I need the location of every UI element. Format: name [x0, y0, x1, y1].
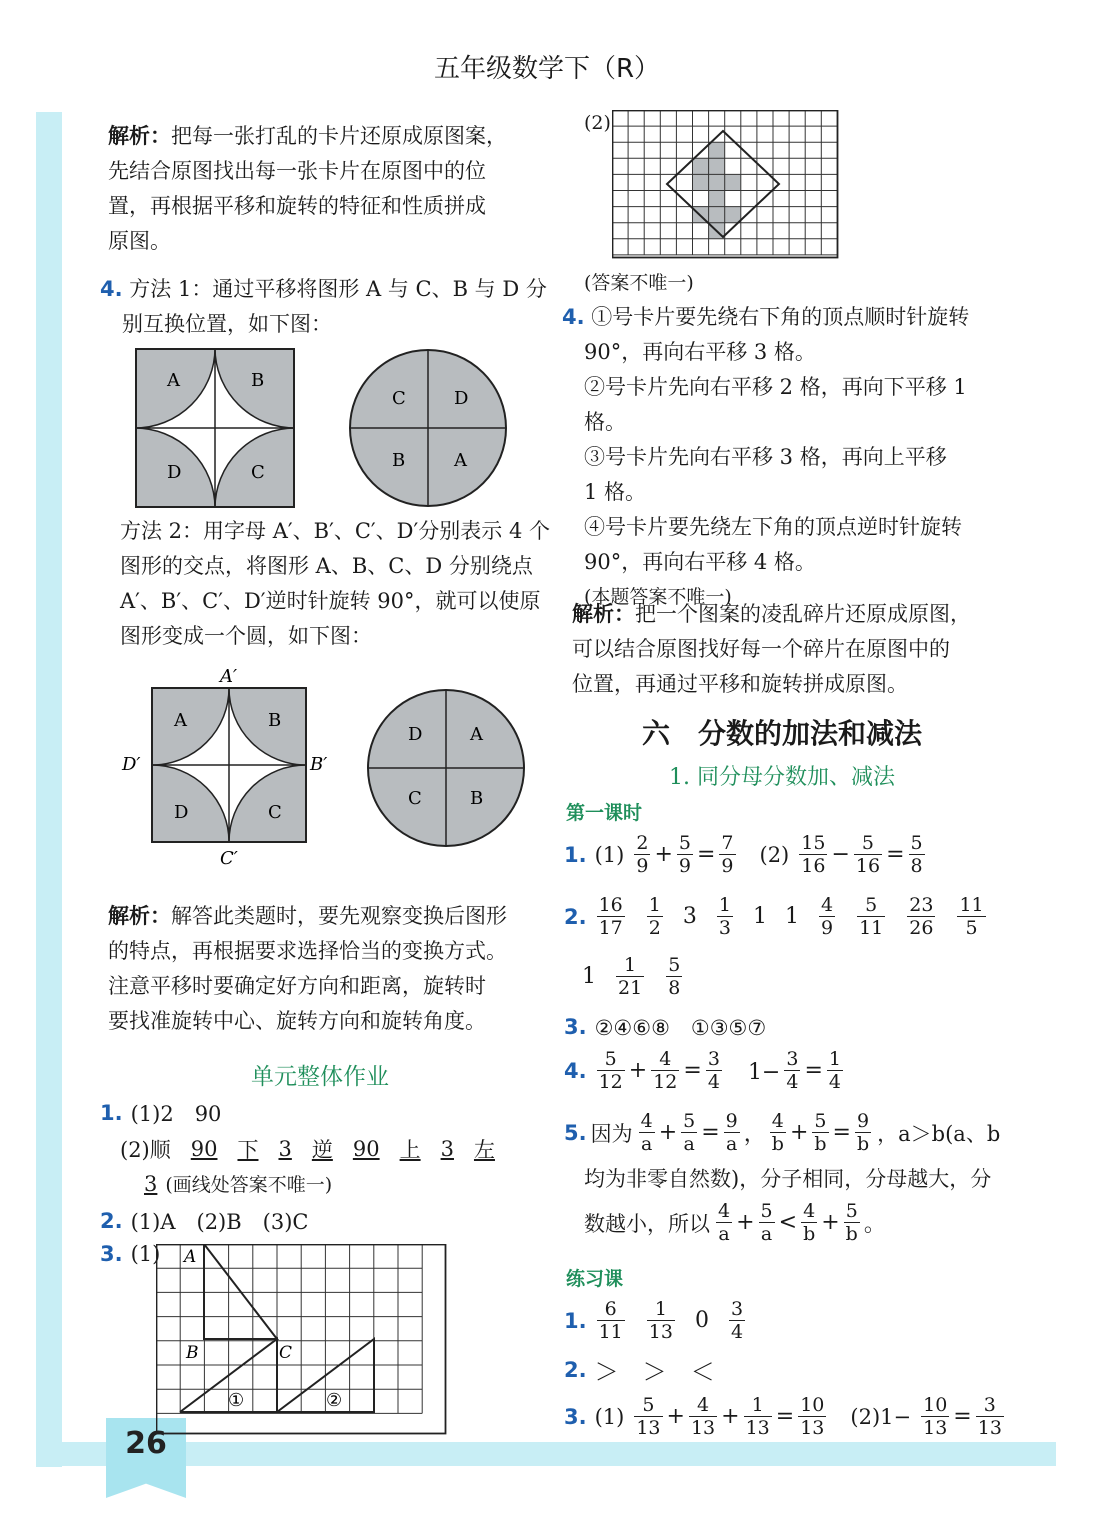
math-text: 1−: [725, 1060, 781, 1085]
right-q4: 4. ①号卡片要先绕右下角的顶点顺时针旋转 90°，再向右平移 3 格。 ②号卡片先向右平移 2 格，再向下平移 1 格。 ③号卡片先向右平移 3 格，再向上平移 1 格。 ④号卡片要先绕左下角的顶点逆时针旋转 90°，再向右平移 4 格。 (本题答案不唯一): [562, 305, 970, 608]
b2: 2. ＞ ＞ ＜: [564, 1357, 715, 1386]
math-text: 1: [752, 904, 767, 929]
grid1-label-2: ②: [326, 1390, 343, 1411]
fig1-ci-label: D: [454, 388, 469, 409]
math-text: =: [696, 842, 716, 867]
grid-q2: [612, 110, 840, 260]
fig2-ci-label: D: [408, 724, 423, 745]
fig2-square: [120, 662, 340, 872]
math-text: +: [666, 1404, 685, 1429]
math-text: =: [832, 1120, 851, 1145]
fraction: $\frac{4}{b}$: [771, 1110, 784, 1155]
fraction: $\frac{15}{16}$: [801, 832, 826, 877]
a2-row2: [582, 954, 684, 999]
a2: 2. $\frac{16}{17}$ $\frac{1}{2}$ 3 $\frac{1}{3}$ 1 1 $\frac{4}{9}$ $\frac{5}{11}$ $\frac{23}{26}$ $\frac{11}{5}$: [564, 894, 988, 939]
b1-expr: [595, 1298, 747, 1343]
unit-title: 单元整体作业: [251, 1064, 389, 1090]
unit-q1-2: (2)顺 90 下 3 逆 90 上 3 左: [120, 1137, 495, 1162]
fraction: $\frac{4}{a}$: [640, 1110, 653, 1155]
fraction: $\frac{2}{9}$: [636, 832, 649, 877]
a2-row-1: [595, 894, 988, 939]
fraction: $\frac{5}{12}$: [598, 1048, 623, 1093]
math-text: +: [821, 1210, 840, 1235]
fraction: $\frac{1}{21}$: [618, 954, 643, 999]
unit-q1-3: 3 (画线处答案不唯一): [144, 1171, 333, 1196]
b3: 3. (1) $\frac{5}{13}$ + $\frac{4}{13}$ + $\frac{1}{13}$ = $\frac{10}{13}$ (2)1− $\frac{10}{13}$ = $\frac{3}{13}$: [564, 1394, 1006, 1439]
fraction: $\frac{5}{8}$: [910, 832, 923, 877]
fraction: $\frac{1}{4}$: [828, 1048, 841, 1093]
unit-q1-1: 1. (1)2 90: [100, 1101, 222, 1126]
a4: 4. $\frac{5}{12}$ + $\frac{4}{12}$ = $\frac{3}{4}$ 1− $\frac{3}{4}$ = $\frac{1}{4}$: [564, 1048, 845, 1093]
math-text: ，: [743, 1122, 766, 1147]
math-text: +: [658, 1120, 678, 1145]
fig1-sq-label: A: [167, 370, 180, 391]
lesson-1: 第一课时: [566, 802, 643, 824]
shaded-cell: [725, 174, 741, 190]
math-text: +: [654, 842, 673, 867]
b3-expr-2: [919, 1394, 1006, 1439]
fraction: $\frac{4}{13}$: [690, 1394, 716, 1439]
math-text: =: [886, 842, 905, 867]
point-d-prime: D′: [122, 754, 141, 775]
lesson-2: 练习课: [566, 1268, 624, 1290]
fraction: $\frac{3}{4}$: [786, 1048, 799, 1093]
fraction: $\frac{5}{11}$: [859, 894, 884, 939]
math-text: +: [789, 1120, 809, 1145]
math-text: 1: [582, 964, 596, 989]
fig2-sq-label: D: [174, 802, 189, 823]
right-analysis: 解析：把一个图案的凌乱碎片还原成原图， 可以结合原图找好每一个碎片在原图中的 位置，再通过平移和旋转拼成原图。: [572, 601, 971, 696]
fig1-ci-label: B: [392, 450, 406, 471]
fig1-square: [135, 348, 295, 508]
math-text: 3: [682, 904, 697, 929]
shaded-cell: [709, 191, 725, 207]
page-number: 26: [125, 1426, 167, 1461]
point-b-prime: B′: [310, 754, 328, 775]
side-band: [36, 112, 62, 1467]
fig2-sq-label: B: [268, 710, 282, 731]
unit-q2: 2. (1)A (2)B (3)C: [100, 1209, 309, 1234]
point-a-prime: A′: [220, 666, 238, 687]
fraction: $\frac{5}{b}$: [814, 1110, 827, 1155]
math-text: <: [778, 1210, 798, 1235]
fig1-circle: [348, 348, 508, 508]
page-header: 五年级数学下（R）: [433, 54, 661, 84]
fraction: $\frac{9}{a}$: [725, 1110, 738, 1155]
b1: 1. $\frac{6}{11}$ $\frac{1}{13}$ 0 $\frac{3}{4}$: [564, 1298, 747, 1343]
b3-expr-1: [632, 1394, 828, 1439]
shaded-cell: [709, 207, 725, 223]
shaded-cell: [725, 207, 741, 223]
math-text: −: [831, 842, 850, 867]
a5-expr-1: [637, 1110, 874, 1155]
fig2-sq-label: A: [174, 710, 187, 731]
fraction: $\frac{23}{26}$: [909, 894, 934, 939]
fraction: $\frac{1}{3}$: [718, 894, 731, 939]
math-text: +: [721, 1404, 740, 1429]
shaded-cell: [709, 142, 725, 158]
point-c-prime: C′: [220, 848, 238, 869]
a5-line3: 数越小，所以 $\frac{4}{a}$ + $\frac{5}{a}$ < $\frac{4}{b}$ + $\frac{5}{b}$ 。: [584, 1200, 886, 1245]
grid1-label-a: A: [184, 1247, 197, 1267]
fraction: $\frac{5}{a}$: [683, 1110, 696, 1155]
shaded-cell: [693, 158, 709, 174]
math-text: =: [953, 1404, 972, 1429]
a4-expr: [595, 1048, 845, 1093]
fig1-sq-label: C: [251, 462, 265, 483]
math-text: =: [775, 1404, 795, 1429]
a1-expr-1: [632, 832, 737, 877]
a5-line1: 5. 因为 $\frac{4}{a}$ + $\frac{5}{a}$ = $\frac{9}{a}$ ， $\frac{4}{b}$ + $\frac{5}{b}$ = $\frac{9}{b}$ ，a＞b(a、b: [564, 1110, 1001, 1155]
fig2-ci-label: B: [470, 788, 484, 809]
math-text: +: [736, 1210, 755, 1235]
a5-expr-2: [714, 1200, 886, 1245]
math-text: 。: [863, 1212, 886, 1237]
fraction: $\frac{9}{b}$: [856, 1110, 870, 1155]
chapter-title: 六 分数的加法和减法: [641, 717, 922, 750]
shaded-cell: [709, 158, 725, 174]
fraction: $\frac{1}{13}$: [648, 1298, 673, 1343]
fraction: $\frac{5}{b}$: [845, 1200, 858, 1245]
fig2-ci-label: C: [408, 788, 422, 809]
fraction: $\frac{1}{2}$: [648, 894, 661, 939]
fraction: $\frac{1}{13}$: [745, 1394, 770, 1439]
fraction: $\frac{5}{8}$: [668, 954, 681, 999]
fig1-sq-label: B: [251, 370, 265, 391]
math-text: =: [683, 1058, 702, 1083]
math-text: +: [628, 1058, 648, 1083]
shaded-cell: [693, 174, 709, 190]
fraction: $\frac{3}{13}$: [977, 1394, 1002, 1439]
a3: 3. ②④⑥⑧ ①③⑤⑦: [564, 1015, 767, 1040]
fraction: $\frac{3}{4}$: [707, 1048, 720, 1093]
fig1-sq-label: D: [167, 462, 182, 483]
bottom-band: [36, 1442, 1056, 1466]
q2-note: (答案不唯一): [584, 272, 694, 294]
fraction: $\frac{10}{13}$: [923, 1394, 948, 1439]
math-text: 0: [694, 1308, 709, 1333]
math-text: =: [701, 1120, 720, 1145]
fraction: $\frac{4}{a}$: [718, 1200, 731, 1245]
grid1-label-c: C: [279, 1343, 293, 1363]
section-title: 1. 同分母分数加、减法: [669, 765, 895, 790]
shaded-cell: [709, 174, 725, 190]
a2-row-2: [582, 954, 684, 999]
fraction: $\frac{16}{17}$: [598, 894, 623, 939]
fraction: $\frac{3}{4}$: [730, 1298, 744, 1343]
grid-q3-1: [156, 1244, 448, 1436]
fraction: $\frac{5}{9}$: [678, 832, 691, 877]
fig2-ci-label: A: [470, 724, 483, 745]
a1-expr-2: [797, 832, 926, 877]
fraction: $\frac{10}{13}$: [800, 1394, 825, 1439]
math-text: =: [804, 1058, 823, 1083]
fig2-circle: [366, 688, 526, 848]
q2-label: (2): [584, 112, 611, 134]
fig1-ci-label: A: [454, 450, 467, 471]
fraction: $\frac{5}{16}$: [855, 832, 881, 877]
fraction: $\frac{4}{9}$: [820, 894, 834, 939]
a1: 1. (1) $\frac{2}{9}$ + $\frac{5}{9}$ = $\frac{7}{9}$ (2) $\frac{15}{16}$ − $\frac{5}{16}$ = $\frac{5}{8}$: [564, 832, 927, 877]
fraction: $\frac{7}{9}$: [721, 832, 734, 877]
a5-line2: 均为非零自然数)，分子相同，分母越大，分: [584, 1167, 992, 1191]
analysis-2: 解析：解答此类题时，要先观察变换后图形 的特点，再根据要求选择恰当的变换方式。 注意平移时要确定好方向和距离，旋转时 要找准旋转中心、旋转方向和旋转角度。: [108, 903, 507, 1033]
fraction: $\frac{4}{12}$: [653, 1048, 678, 1093]
math-text: 1: [784, 904, 799, 929]
fig1-ci-label: C: [392, 388, 406, 409]
fig2-sq-label: C: [268, 802, 282, 823]
fraction: $\frac{5}{13}$: [636, 1394, 661, 1439]
unit-q3: 3. (1): [100, 1242, 161, 1266]
grid1-label-b: B: [186, 1343, 199, 1363]
grid1-label-1: ①: [228, 1390, 245, 1411]
analysis-1: 解析：把每一张打乱的卡片还原成原图案， 先结合原图找出每一张卡片在原图中的位 置，再根据平移和旋转的特征和性质拼成 原图。: [108, 123, 507, 253]
fraction: $\frac{5}{a}$: [760, 1200, 773, 1245]
question-4-method1: 4. 方法 1：通过平移将图形 A 与 C、B 与 D 分 别互换位置，如下图：: [100, 277, 547, 336]
fraction: $\frac{6}{11}$: [598, 1298, 623, 1343]
method-2: 方法 2：用字母 A′、B′、C′、D′分别表示 4 个 图形的交点，将图形 A、B、C、D 分别绕点 A′、B′、C′、D′逆时针旋转 90°，就可以使原 图形变成一个圆，如下图：: [120, 519, 550, 648]
fraction: $\frac{4}{b}$: [803, 1200, 816, 1245]
fraction: $\frac{11}{5}$: [959, 894, 984, 939]
